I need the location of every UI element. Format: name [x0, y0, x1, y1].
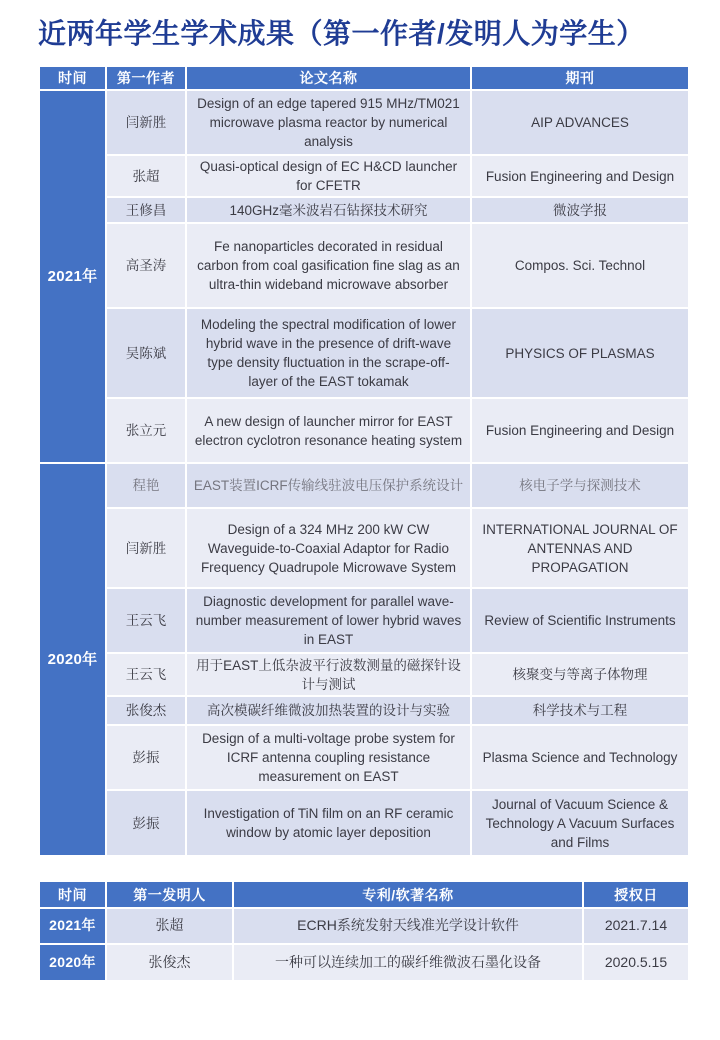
publication-row: [39, 155, 689, 197]
author-cell: 张俊杰: [106, 696, 186, 725]
pub-col-header: 论文名称: [186, 66, 471, 90]
author-cell: 程艳: [106, 463, 186, 508]
journal-cell: Journal of Vacuum Science & Technology A Vacuum Surfaces and Films: [471, 790, 689, 856]
grant-date-cell: 2020.5.15: [583, 944, 689, 981]
author-cell: 王云飞: [106, 588, 186, 653]
page-title: 近两年学生学术成果（第一作者/发明人为学生）: [38, 18, 645, 49]
journal-cell: AIP ADVANCES: [471, 90, 689, 155]
journal-cell: Review of Scientific Instruments: [471, 588, 689, 653]
patent-row: [39, 944, 689, 981]
pub-col-header: 期刊: [471, 66, 689, 90]
publications-table-header: [39, 66, 689, 90]
journal-cell: Fusion Engineering and Design: [471, 155, 689, 197]
journal-cell: PHYSICS OF PLASMAS: [471, 308, 689, 398]
publication-row: [39, 588, 689, 653]
author-cell: 闫新胜: [106, 90, 186, 155]
publication-row: [39, 308, 689, 398]
paper-title-cell: EAST装置ICRF传输线驻波电压保护系统设计: [186, 463, 471, 508]
journal-cell: Plasma Science and Technology: [471, 725, 689, 790]
inventor-cell: 张超: [106, 908, 233, 944]
paper-title-cell: Design of a multi-voltage probe system for ICRF antenna coupling resistance measurement on EAST: [186, 725, 471, 790]
pat-col-header: 专利/软著名称: [233, 881, 583, 908]
journal-cell: 核电子学与探测技术: [471, 463, 689, 508]
publications-table: [38, 65, 690, 857]
author-cell: 高圣涛: [106, 223, 186, 308]
pat-col-header: 时间: [39, 881, 106, 908]
journal-cell: 核聚变与等离子体物理: [471, 653, 689, 696]
paper-title-cell: Fe nanoparticles decorated in residual carbon from coal gasification fine slag as an ultra-thin wideband microwave absorber: [186, 223, 471, 308]
pub-col-header: 时间: [39, 66, 106, 90]
pat-col-header: 授权日: [583, 881, 689, 908]
paper-title-cell: 140GHz毫米波岩石钻探技术研究: [186, 197, 471, 223]
author-cell: 闫新胜: [106, 508, 186, 588]
year-cell: 2021年: [39, 90, 106, 463]
paper-title-cell: Design of a 324 MHz 200 kW CW Waveguide-to-Coaxial Adaptor for Radio Frequency Quadrupole Microwave System: [186, 508, 471, 588]
publications-header-row: [39, 66, 689, 90]
publication-row: [39, 790, 689, 856]
publication-row: [39, 398, 689, 463]
journal-cell: INTERNATIONAL JOURNAL OF ANTENNAS AND PROPAGATION: [471, 508, 689, 588]
publication-row: [39, 653, 689, 696]
paper-title-cell: Diagnostic development for parallel wave-number measurement of lower hybrid waves in EAST: [186, 588, 471, 653]
paper-title-cell: A new design of launcher mirror for EAST electron cyclotron resonance heating system: [186, 398, 471, 463]
paper-title-cell: Quasi-optical design of EC H&CD launcher for CFETR: [186, 155, 471, 197]
paper-title-cell: Modeling the spectral modification of lower hybrid wave in the presence of drift-wave type density fluctuation in the scrape-off-layer of the EAST tokamak: [186, 308, 471, 398]
publication-row: [39, 90, 689, 155]
author-cell: 王修昌: [106, 197, 186, 223]
patent-name-cell: ECRH系统发射天线准光学设计软件: [233, 908, 583, 944]
publication-row: [39, 197, 689, 223]
patent-row: [39, 908, 689, 944]
year-cell: 2021年: [39, 908, 106, 944]
paper-title-cell: 用于EAST上低杂波平行波数测量的磁探针设计与测试: [186, 653, 471, 696]
author-cell: 彭振: [106, 725, 186, 790]
patents-table: [38, 880, 690, 982]
author-cell: 张超: [106, 155, 186, 197]
journal-cell: 微波学报: [471, 197, 689, 223]
publication-row: [39, 508, 689, 588]
inventor-cell: 张俊杰: [106, 944, 233, 981]
publication-row: [39, 725, 689, 790]
author-cell: 吴陈斌: [106, 308, 186, 398]
paper-title-cell: Investigation of TiN film on an RF ceramic window by atomic layer deposition: [186, 790, 471, 856]
pub-col-header: 第一作者: [106, 66, 186, 90]
journal-cell: Compos. Sci. Technol: [471, 223, 689, 308]
publication-row: [39, 463, 689, 508]
author-cell: 张立元: [106, 398, 186, 463]
publication-row: [39, 223, 689, 308]
patents-table-header: [39, 881, 689, 908]
publication-row: [39, 696, 689, 725]
patents-table-body: [39, 908, 689, 981]
patents-header-row: [39, 881, 689, 908]
journal-cell: Fusion Engineering and Design: [471, 398, 689, 463]
year-cell: 2020年: [39, 944, 106, 981]
paper-title-cell: 高次模碳纤维微波加热装置的设计与实验: [186, 696, 471, 725]
grant-date-cell: 2021.7.14: [583, 908, 689, 944]
year-cell: 2020年: [39, 463, 106, 856]
publications-table-body: [39, 90, 689, 856]
author-cell: 彭振: [106, 790, 186, 856]
patent-name-cell: 一种可以连续加工的碳纤维微波石墨化设备: [233, 944, 583, 981]
pat-col-header: 第一发明人: [106, 881, 233, 908]
author-cell: 王云飞: [106, 653, 186, 696]
paper-title-cell: Design of an edge tapered 915 MHz/TM021 microwave plasma reactor by numerical analysis: [186, 90, 471, 155]
journal-cell: 科学技术与工程: [471, 696, 689, 725]
